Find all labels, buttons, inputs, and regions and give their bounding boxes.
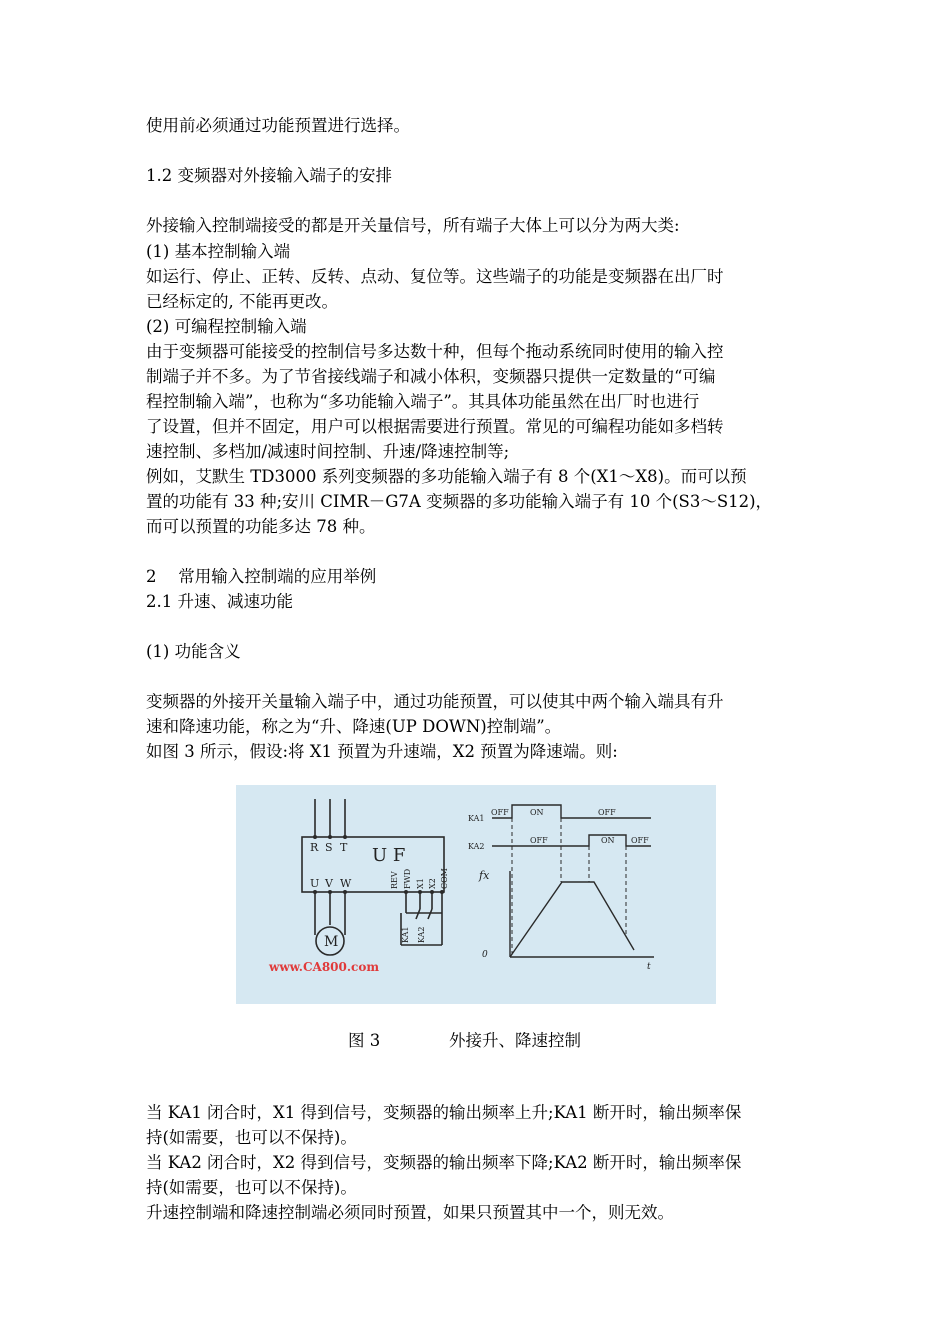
state-label: OFF [631, 836, 649, 845]
text-line: 如运行、停止、正转、反转、点动、复位等。这些端子的功能是变频器在出厂时 [146, 267, 724, 286]
text-line: 程控制输入端”，也称为“多功能输入端子”。其具体功能虽然在出厂时也进行 [146, 392, 700, 411]
state-label: ON [601, 836, 615, 845]
text-line: 变频器的外接开关量输入端子中，通过功能预置，可以使其中两个输入端具有升 [146, 692, 724, 711]
terminal-label: W [340, 877, 352, 890]
list-heading: (1) 基本控制输入端 [146, 242, 291, 261]
text-line: 使用前必须通过功能预置进行选择。 [146, 116, 410, 135]
text-line: 外接输入控制端接受的都是开关量信号，所有端子大体上可以分为两大类: [146, 216, 680, 235]
ka2-switch-label: KA2 [417, 926, 426, 943]
figure-caption-title: 外接升、降速控制 [449, 1031, 581, 1050]
figure-caption-number: 图 3 [348, 1031, 381, 1050]
ctrl-terminal-label: COM [440, 868, 449, 889]
list-heading: (1) 功能含义 [146, 642, 241, 661]
state-label: ON [530, 808, 544, 817]
section-heading: 2.1 升速、减速功能 [146, 592, 293, 611]
state-label: OFF [598, 808, 616, 817]
text-line: 例如，艾默生 TD3000 系列变频器的多功能输入端子有 8 个(X1～X8)。而可以预 [146, 467, 747, 486]
section-heading: 1.2 变频器对外接输入端子的安排 [146, 166, 392, 185]
text-line: 速控制、多档加/减速时间控制、升速/降速控制等; [146, 442, 510, 461]
ka1-timing-label: KA1 [468, 814, 485, 823]
text-line: 已经标定的, 不能再更改。 [146, 292, 338, 311]
figure-3 [236, 785, 716, 1004]
text-line: 如图 3 所示，假设:将 X1 预置为升速端，X2 预置为降速端。则: [146, 742, 618, 761]
ka2-timing-label: KA2 [468, 842, 485, 851]
state-label: OFF [491, 808, 509, 817]
text-line: 了设置，但并不固定，用户可以根据需要进行预置。常见的可编程功能如多档转 [146, 417, 724, 436]
text-line: 速和降速功能，称之为“升、降速(UP DOWN)控制端”。 [146, 717, 562, 736]
terminal-label: S [325, 841, 333, 854]
state-label: OFF [530, 836, 548, 845]
text-line: 持(如需要，也可以不保持)。 [146, 1178, 357, 1197]
uf-label: U F [372, 845, 406, 866]
terminal-label: V [325, 877, 333, 890]
origin-label: 0 [482, 950, 488, 960]
text-line: 持(如需要，也可以不保持)。 [146, 1128, 357, 1147]
ctrl-terminal-label: REV [390, 871, 399, 889]
ka1-switch-label: KA1 [401, 926, 410, 943]
text-line: 置的功能有 33 种;安川 CIMR－G7A 变频器的多功能输入端子有 10 个(S3～S12)， [146, 492, 773, 511]
text-line: 由于变频器可能接受的控制信号多达数十种，但每个拖动系统同时使用的输入控 [146, 342, 724, 361]
text-line: 升速控制端和降速控制端必须同时预置，如果只预置其中一个，则无效。 [146, 1203, 674, 1222]
section-heading: 2 常用输入控制端的应用举例 [146, 567, 377, 586]
list-heading: (2) 可编程控制输入端 [146, 317, 307, 336]
text-line: 制端子并不多。为了节省接线端子和减小体积，变频器只提供一定数量的“可编 [146, 367, 716, 386]
fx-axis-label: fx [479, 869, 490, 882]
text-line: 当 KA2 闭合时，X2 得到信号，变频器的输出频率下降;KA2 断开时，输出频率保 [146, 1153, 742, 1172]
ctrl-terminal-label: X1 [416, 878, 425, 889]
ctrl-terminal-label: FWD [403, 868, 412, 889]
watermark: www.CA800.com [269, 960, 380, 974]
terminal-label: T [340, 841, 348, 854]
terminal-label: R [310, 841, 319, 854]
t-axis-label: t [647, 962, 651, 972]
motor-label: M [324, 934, 339, 950]
text-line: 当 KA1 闭合时，X1 得到信号，变频器的输出频率上升;KA1 断开时，输出频率保 [146, 1103, 742, 1122]
terminal-label: U [310, 877, 320, 890]
text-line: 而可以预置的功能多达 78 种。 [146, 517, 376, 536]
ctrl-terminal-label: X2 [428, 878, 437, 889]
circuit-diagram [236, 785, 716, 1004]
